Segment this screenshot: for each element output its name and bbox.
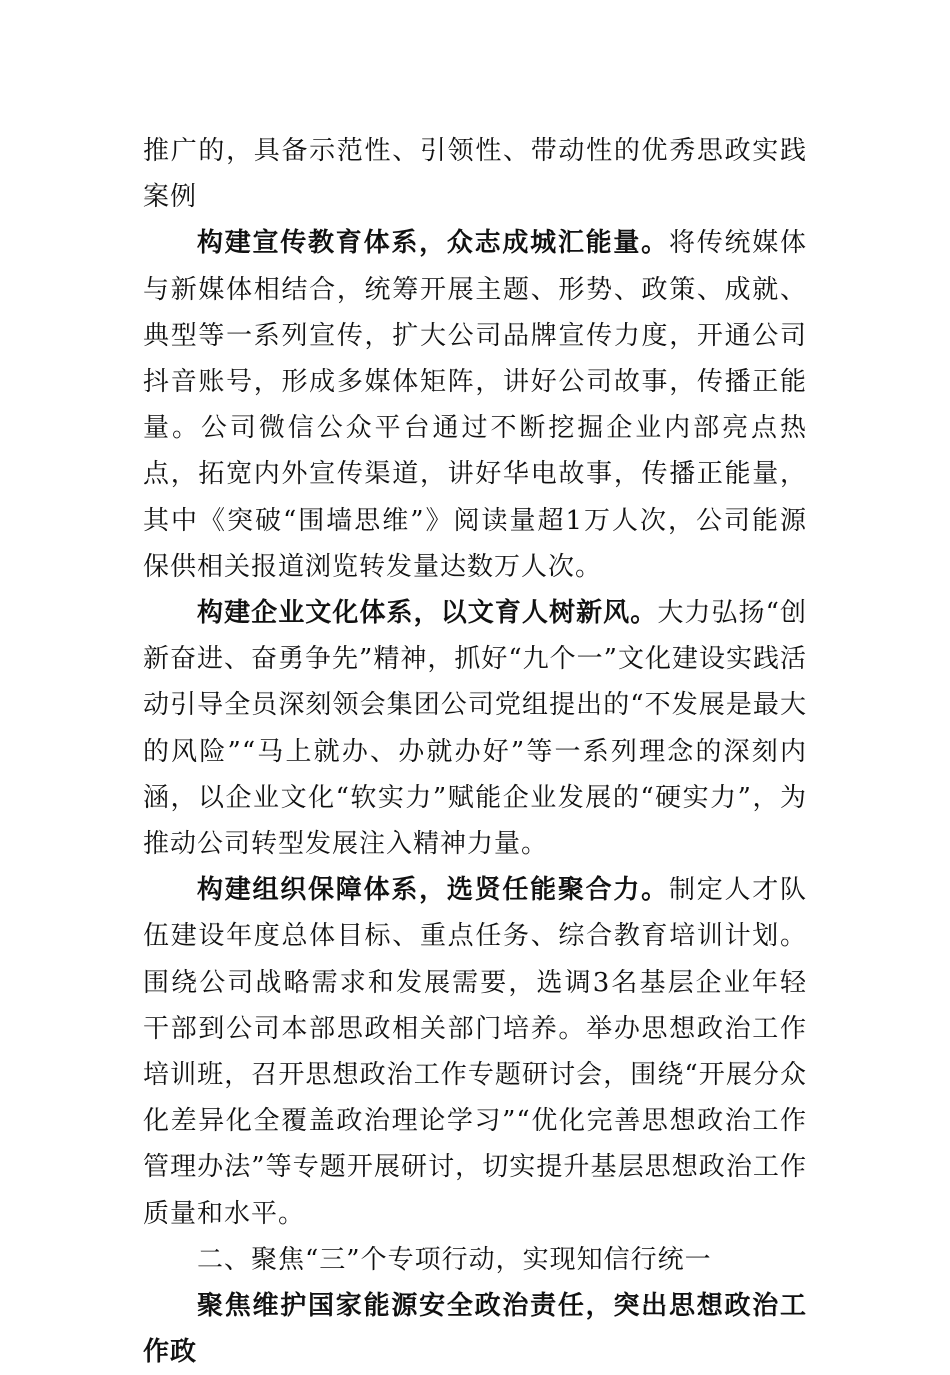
- section-organization-body: 制定人才队伍建设年度总体目标、重点任务、综合教育培训计划。围绕公司战略需求和发展需要，选调3名基层企业年轻干部到公司本部思政相关部门培养。举办思想政治工作培训班，召开思想政治工作专题研讨会，围绕“开展分众化差异化全覆盖政治理论学习”“优化完善思想政治工作管理办法”等专题开展研讨，切实提升基层思想政治工作质量和水平。: [143, 875, 807, 1229]
- section-culture: [143, 590, 807, 867]
- section-publicity: [143, 220, 807, 590]
- section-culture-body: 大力弘扬“创新奋进、奋勇争先”精神，抓好“九个一”文化建设实践活动引导全员深刻领会集团公司党组提出的“不发展是最大的风险”“马上就办、办就办好”等一系列理念的深刻内涵，以企业文化“软实力”赋能企业发展的“硬实力”，为推动公司转型发展注入精神力量。: [143, 598, 807, 860]
- intro-text: 推广的，具备示范性、引领性、带动性的优秀思政实践案例: [143, 136, 807, 213]
- intro-line: [143, 128, 807, 220]
- heading-two: [143, 1237, 807, 1283]
- section-publicity-body: 将传统媒体与新媒体相结合，统筹开展主题、形势、政策、成就、典型等一系列宣传，扩大公司品牌宣传力度，开通公司抖音账号，形成多媒体矩阵，讲好公司故事，传播正能量。公司微信公众平台通过不断挖掘企业内部亮点热点，拓宽内外宣传渠道，讲好华电故事，传播正能量，其中《突破“围墙思维”》阅读量超1万人次，公司能源保供相关报道浏览转发量达数万人次。: [143, 228, 807, 582]
- document-body: [143, 128, 807, 1375]
- heading-two-text: 二、聚焦“三”个专项行动，实现知信行统一: [197, 1244, 712, 1275]
- section-publicity-lead: 构建宣传教育体系，众志成城汇能量。: [197, 228, 669, 259]
- section-organization: [143, 867, 807, 1237]
- section-culture-lead: 构建企业文化体系，以文育人树新风。: [197, 598, 658, 629]
- section-organization-lead: 构建组织保障体系，选贤任能聚合力。: [197, 875, 669, 906]
- closing-paragraph: [143, 1283, 807, 1375]
- closing-bold-text: 聚焦维护国家能源安全政治责任，突出思想政治工作政: [143, 1291, 807, 1368]
